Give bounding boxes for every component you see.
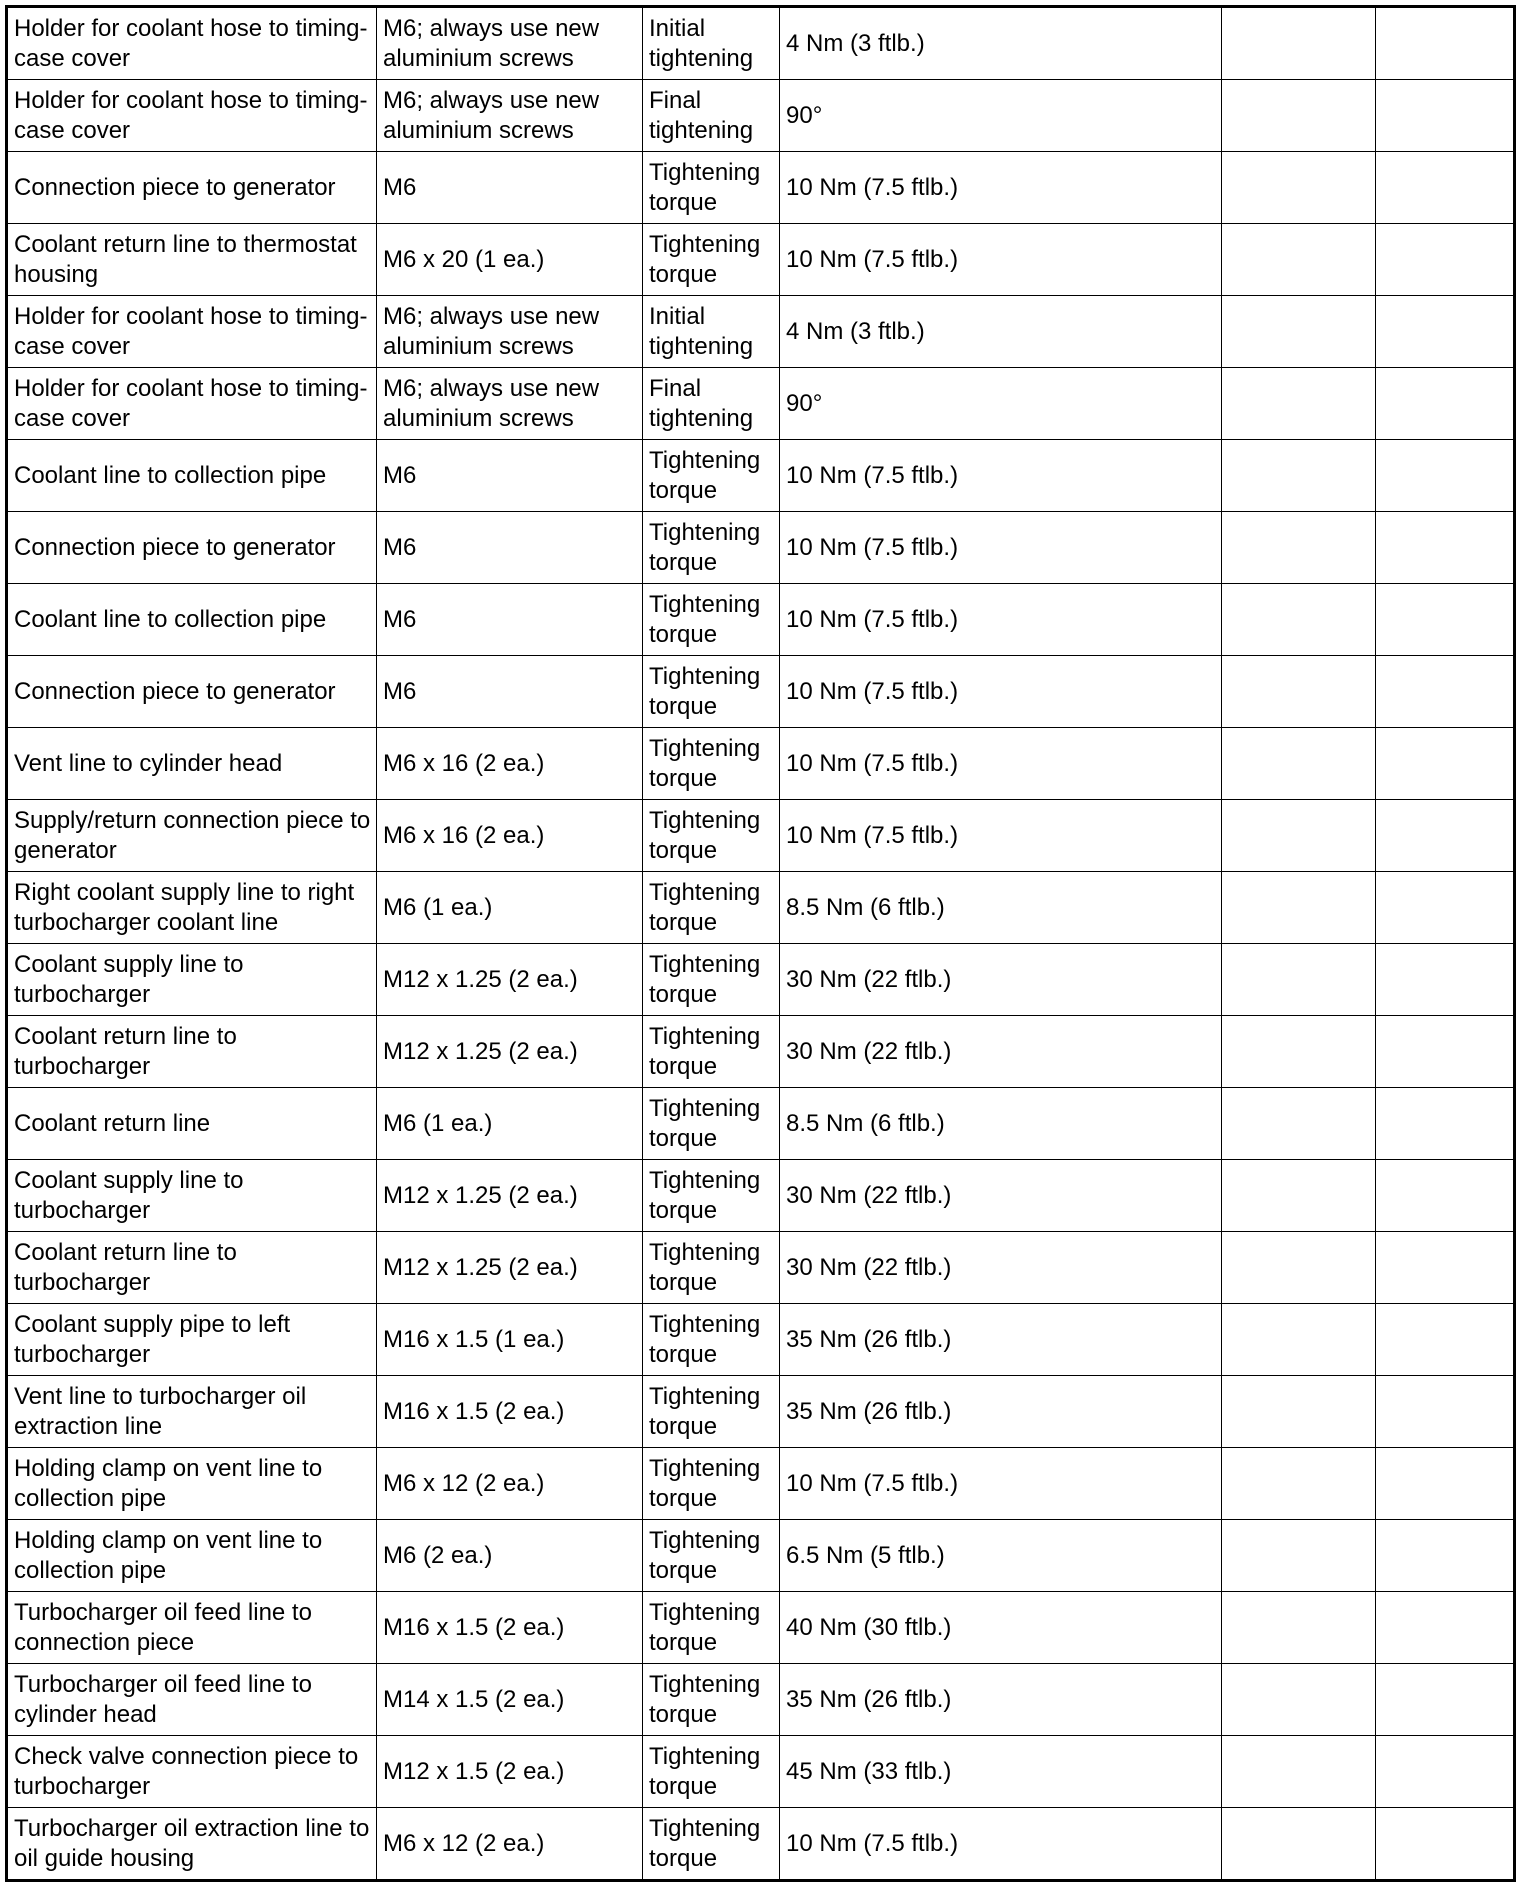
torque-value-cell: 35 Nm (26 ftlb.): [780, 1304, 1222, 1376]
torque-value-cell: 30 Nm (22 ftlb.): [780, 1016, 1222, 1088]
blank-cell: [1376, 800, 1515, 872]
torque-value-cell: 10 Nm (7.5 ftlb.): [780, 224, 1222, 296]
blank-cell: [1222, 1016, 1376, 1088]
torque-value-cell: 30 Nm (22 ftlb.): [780, 944, 1222, 1016]
fastener-cell: M6 x 16 (2 ea.): [377, 800, 643, 872]
component-cell: Right coolant supply line to right turbocharger coolant line: [7, 872, 377, 944]
table-row: [7, 1592, 1515, 1664]
torque-value-cell: 35 Nm (26 ftlb.): [780, 1664, 1222, 1736]
fastener-cell: M12 x 1.25 (2 ea.): [377, 944, 643, 1016]
component-cell: Holder for coolant hose to timing-case cover: [7, 368, 377, 440]
component-cell: Holding clamp on vent line to collection pipe: [7, 1520, 377, 1592]
blank-cell: [1222, 1376, 1376, 1448]
fastener-cell: M6: [377, 656, 643, 728]
blank-cell: [1222, 1520, 1376, 1592]
fastener-cell: M6 x 12 (2 ea.): [377, 1448, 643, 1520]
torque-value-cell: 10 Nm (7.5 ftlb.): [780, 656, 1222, 728]
blank-cell: [1376, 1016, 1515, 1088]
component-cell: Coolant line to collection pipe: [7, 584, 377, 656]
blank-cell: [1376, 224, 1515, 296]
tightening-step-cell: Tightening torque: [643, 152, 780, 224]
table-row: [7, 1232, 1515, 1304]
blank-cell: [1376, 944, 1515, 1016]
blank-cell: [1376, 368, 1515, 440]
blank-cell: [1222, 7, 1376, 80]
fastener-cell: M6 x 20 (1 ea.): [377, 224, 643, 296]
torque-value-cell: 35 Nm (26 ftlb.): [780, 1376, 1222, 1448]
table-row: [7, 944, 1515, 1016]
blank-cell: [1376, 512, 1515, 584]
blank-cell: [1376, 1376, 1515, 1448]
fastener-cell: M12 x 1.5 (2 ea.): [377, 1736, 643, 1808]
fastener-cell: M6; always use new aluminium screws: [377, 7, 643, 80]
table-row: [7, 1808, 1515, 1881]
blank-cell: [1222, 224, 1376, 296]
table-row: [7, 80, 1515, 152]
fastener-cell: M16 x 1.5 (2 ea.): [377, 1592, 643, 1664]
tightening-step-cell: Tightening torque: [643, 1736, 780, 1808]
component-cell: Turbocharger oil feed line to connection piece: [7, 1592, 377, 1664]
component-cell: Coolant return line to turbocharger: [7, 1232, 377, 1304]
torque-value-cell: 30 Nm (22 ftlb.): [780, 1232, 1222, 1304]
blank-cell: [1376, 296, 1515, 368]
fastener-cell: M6 (2 ea.): [377, 1520, 643, 1592]
component-cell: Holder for coolant hose to timing-case cover: [7, 296, 377, 368]
blank-cell: [1376, 152, 1515, 224]
table-row: [7, 728, 1515, 800]
tightening-step-cell: Tightening torque: [643, 1520, 780, 1592]
blank-cell: [1222, 1448, 1376, 1520]
tightening-step-cell: Tightening torque: [643, 656, 780, 728]
fastener-cell: M6; always use new aluminium screws: [377, 368, 643, 440]
tightening-step-cell: Tightening torque: [643, 728, 780, 800]
blank-cell: [1376, 1664, 1515, 1736]
blank-cell: [1222, 728, 1376, 800]
blank-cell: [1222, 1592, 1376, 1664]
component-cell: Vent line to turbocharger oil extraction line: [7, 1376, 377, 1448]
blank-cell: [1376, 1088, 1515, 1160]
table-row: [7, 368, 1515, 440]
table-row: [7, 152, 1515, 224]
blank-cell: [1222, 1304, 1376, 1376]
torque-value-cell: 90°: [780, 368, 1222, 440]
torque-value-cell: 10 Nm (7.5 ftlb.): [780, 1448, 1222, 1520]
blank-cell: [1376, 1304, 1515, 1376]
blank-cell: [1222, 1088, 1376, 1160]
blank-cell: [1222, 872, 1376, 944]
fastener-cell: M12 x 1.25 (2 ea.): [377, 1232, 643, 1304]
fastener-cell: M6; always use new aluminium screws: [377, 80, 643, 152]
torque-value-cell: 4 Nm (3 ftlb.): [780, 7, 1222, 80]
table-row: [7, 656, 1515, 728]
component-cell: Coolant line to collection pipe: [7, 440, 377, 512]
component-cell: Connection piece to generator: [7, 512, 377, 584]
blank-cell: [1376, 80, 1515, 152]
tightening-step-cell: Final tightening: [643, 80, 780, 152]
torque-value-cell: 4 Nm (3 ftlb.): [780, 296, 1222, 368]
fastener-cell: M12 x 1.25 (2 ea.): [377, 1160, 643, 1232]
blank-cell: [1222, 944, 1376, 1016]
blank-cell: [1376, 7, 1515, 80]
component-cell: Check valve connection piece to turbocharger: [7, 1736, 377, 1808]
table-row: [7, 7, 1515, 80]
fastener-cell: M14 x 1.5 (2 ea.): [377, 1664, 643, 1736]
blank-cell: [1376, 1592, 1515, 1664]
component-cell: Coolant supply pipe to left turbocharger: [7, 1304, 377, 1376]
component-cell: Turbocharger oil feed line to cylinder head: [7, 1664, 377, 1736]
torque-value-cell: 40 Nm (30 ftlb.): [780, 1592, 1222, 1664]
component-cell: Vent line to cylinder head: [7, 728, 377, 800]
component-cell: Holder for coolant hose to timing-case cover: [7, 80, 377, 152]
blank-cell: [1222, 512, 1376, 584]
torque-specification-sheet: [5, 5, 1513, 1885]
torque-table-body: [7, 7, 1515, 1881]
table-row: [7, 1160, 1515, 1232]
table-row: [7, 512, 1515, 584]
blank-cell: [1222, 152, 1376, 224]
component-cell: Coolant return line: [7, 1088, 377, 1160]
table-row: [7, 1736, 1515, 1808]
tightening-step-cell: Tightening torque: [643, 944, 780, 1016]
torque-value-cell: 10 Nm (7.5 ftlb.): [780, 728, 1222, 800]
fastener-cell: M6 (1 ea.): [377, 1088, 643, 1160]
blank-cell: [1376, 1160, 1515, 1232]
torque-value-cell: 30 Nm (22 ftlb.): [780, 1160, 1222, 1232]
table-row: [7, 800, 1515, 872]
tightening-step-cell: Tightening torque: [643, 1160, 780, 1232]
fastener-cell: M6 x 12 (2 ea.): [377, 1808, 643, 1881]
torque-value-cell: 8.5 Nm (6 ftlb.): [780, 1088, 1222, 1160]
tightening-step-cell: Initial tightening: [643, 7, 780, 80]
torque-value-cell: 10 Nm (7.5 ftlb.): [780, 512, 1222, 584]
component-cell: Coolant supply line to turbocharger: [7, 1160, 377, 1232]
component-cell: Coolant return line to thermostat housing: [7, 224, 377, 296]
tightening-step-cell: Tightening torque: [643, 440, 780, 512]
blank-cell: [1376, 1808, 1515, 1881]
blank-cell: [1376, 1736, 1515, 1808]
blank-cell: [1222, 800, 1376, 872]
component-cell: Supply/return connection piece to generator: [7, 800, 377, 872]
table-row: [7, 224, 1515, 296]
tightening-step-cell: Final tightening: [643, 368, 780, 440]
torque-value-cell: 10 Nm (7.5 ftlb.): [780, 440, 1222, 512]
table-row: [7, 872, 1515, 944]
blank-cell: [1222, 296, 1376, 368]
tightening-step-cell: Tightening torque: [643, 1016, 780, 1088]
tightening-step-cell: Tightening torque: [643, 1232, 780, 1304]
fastener-cell: M16 x 1.5 (1 ea.): [377, 1304, 643, 1376]
blank-cell: [1376, 1232, 1515, 1304]
table-row: [7, 1304, 1515, 1376]
torque-value-cell: 10 Nm (7.5 ftlb.): [780, 584, 1222, 656]
torque-value-cell: 10 Nm (7.5 ftlb.): [780, 800, 1222, 872]
tightening-step-cell: Tightening torque: [643, 800, 780, 872]
fastener-cell: M6: [377, 584, 643, 656]
tightening-step-cell: Tightening torque: [643, 1448, 780, 1520]
blank-cell: [1376, 656, 1515, 728]
fastener-cell: M6: [377, 152, 643, 224]
fastener-cell: M6: [377, 440, 643, 512]
tightening-step-cell: Tightening torque: [643, 512, 780, 584]
blank-cell: [1376, 1520, 1515, 1592]
torque-table: [5, 5, 1516, 1882]
torque-value-cell: 6.5 Nm (5 ftlb.): [780, 1520, 1222, 1592]
tightening-step-cell: Tightening torque: [643, 1304, 780, 1376]
tightening-step-cell: Tightening torque: [643, 1664, 780, 1736]
fastener-cell: M12 x 1.25 (2 ea.): [377, 1016, 643, 1088]
table-row: [7, 296, 1515, 368]
fastener-cell: M16 x 1.5 (2 ea.): [377, 1376, 643, 1448]
table-row: [7, 1664, 1515, 1736]
blank-cell: [1222, 80, 1376, 152]
table-row: [7, 584, 1515, 656]
blank-cell: [1222, 584, 1376, 656]
blank-cell: [1376, 440, 1515, 512]
blank-cell: [1222, 656, 1376, 728]
tightening-step-cell: Tightening torque: [643, 1592, 780, 1664]
torque-value-cell: 45 Nm (33 ftlb.): [780, 1736, 1222, 1808]
tightening-step-cell: Tightening torque: [643, 1376, 780, 1448]
fastener-cell: M6 (1 ea.): [377, 872, 643, 944]
component-cell: Coolant supply line to turbocharger: [7, 944, 377, 1016]
tightening-step-cell: Tightening torque: [643, 872, 780, 944]
table-row: [7, 1376, 1515, 1448]
fastener-cell: M6: [377, 512, 643, 584]
blank-cell: [1376, 584, 1515, 656]
component-cell: Turbocharger oil extraction line to oil guide housing: [7, 1808, 377, 1881]
component-cell: Holding clamp on vent line to collection pipe: [7, 1448, 377, 1520]
blank-cell: [1222, 1160, 1376, 1232]
torque-value-cell: 90°: [780, 80, 1222, 152]
blank-cell: [1222, 1736, 1376, 1808]
tightening-step-cell: Tightening torque: [643, 1088, 780, 1160]
torque-value-cell: 8.5 Nm (6 ftlb.): [780, 872, 1222, 944]
tightening-step-cell: Tightening torque: [643, 584, 780, 656]
component-cell: Coolant return line to turbocharger: [7, 1016, 377, 1088]
component-cell: Connection piece to generator: [7, 152, 377, 224]
tightening-step-cell: Tightening torque: [643, 224, 780, 296]
table-row: [7, 1448, 1515, 1520]
blank-cell: [1376, 1448, 1515, 1520]
component-cell: Holder for coolant hose to timing-case cover: [7, 7, 377, 80]
torque-value-cell: 10 Nm (7.5 ftlb.): [780, 1808, 1222, 1881]
component-cell: Connection piece to generator: [7, 656, 377, 728]
blank-cell: [1222, 1664, 1376, 1736]
blank-cell: [1222, 1232, 1376, 1304]
tightening-step-cell: Tightening torque: [643, 1808, 780, 1881]
torque-value-cell: 10 Nm (7.5 ftlb.): [780, 152, 1222, 224]
blank-cell: [1222, 440, 1376, 512]
table-row: [7, 440, 1515, 512]
fastener-cell: M6; always use new aluminium screws: [377, 296, 643, 368]
blank-cell: [1376, 728, 1515, 800]
blank-cell: [1222, 1808, 1376, 1881]
blank-cell: [1376, 872, 1515, 944]
table-row: [7, 1520, 1515, 1592]
blank-cell: [1222, 368, 1376, 440]
table-row: [7, 1088, 1515, 1160]
tightening-step-cell: Initial tightening: [643, 296, 780, 368]
fastener-cell: M6 x 16 (2 ea.): [377, 728, 643, 800]
table-row: [7, 1016, 1515, 1088]
